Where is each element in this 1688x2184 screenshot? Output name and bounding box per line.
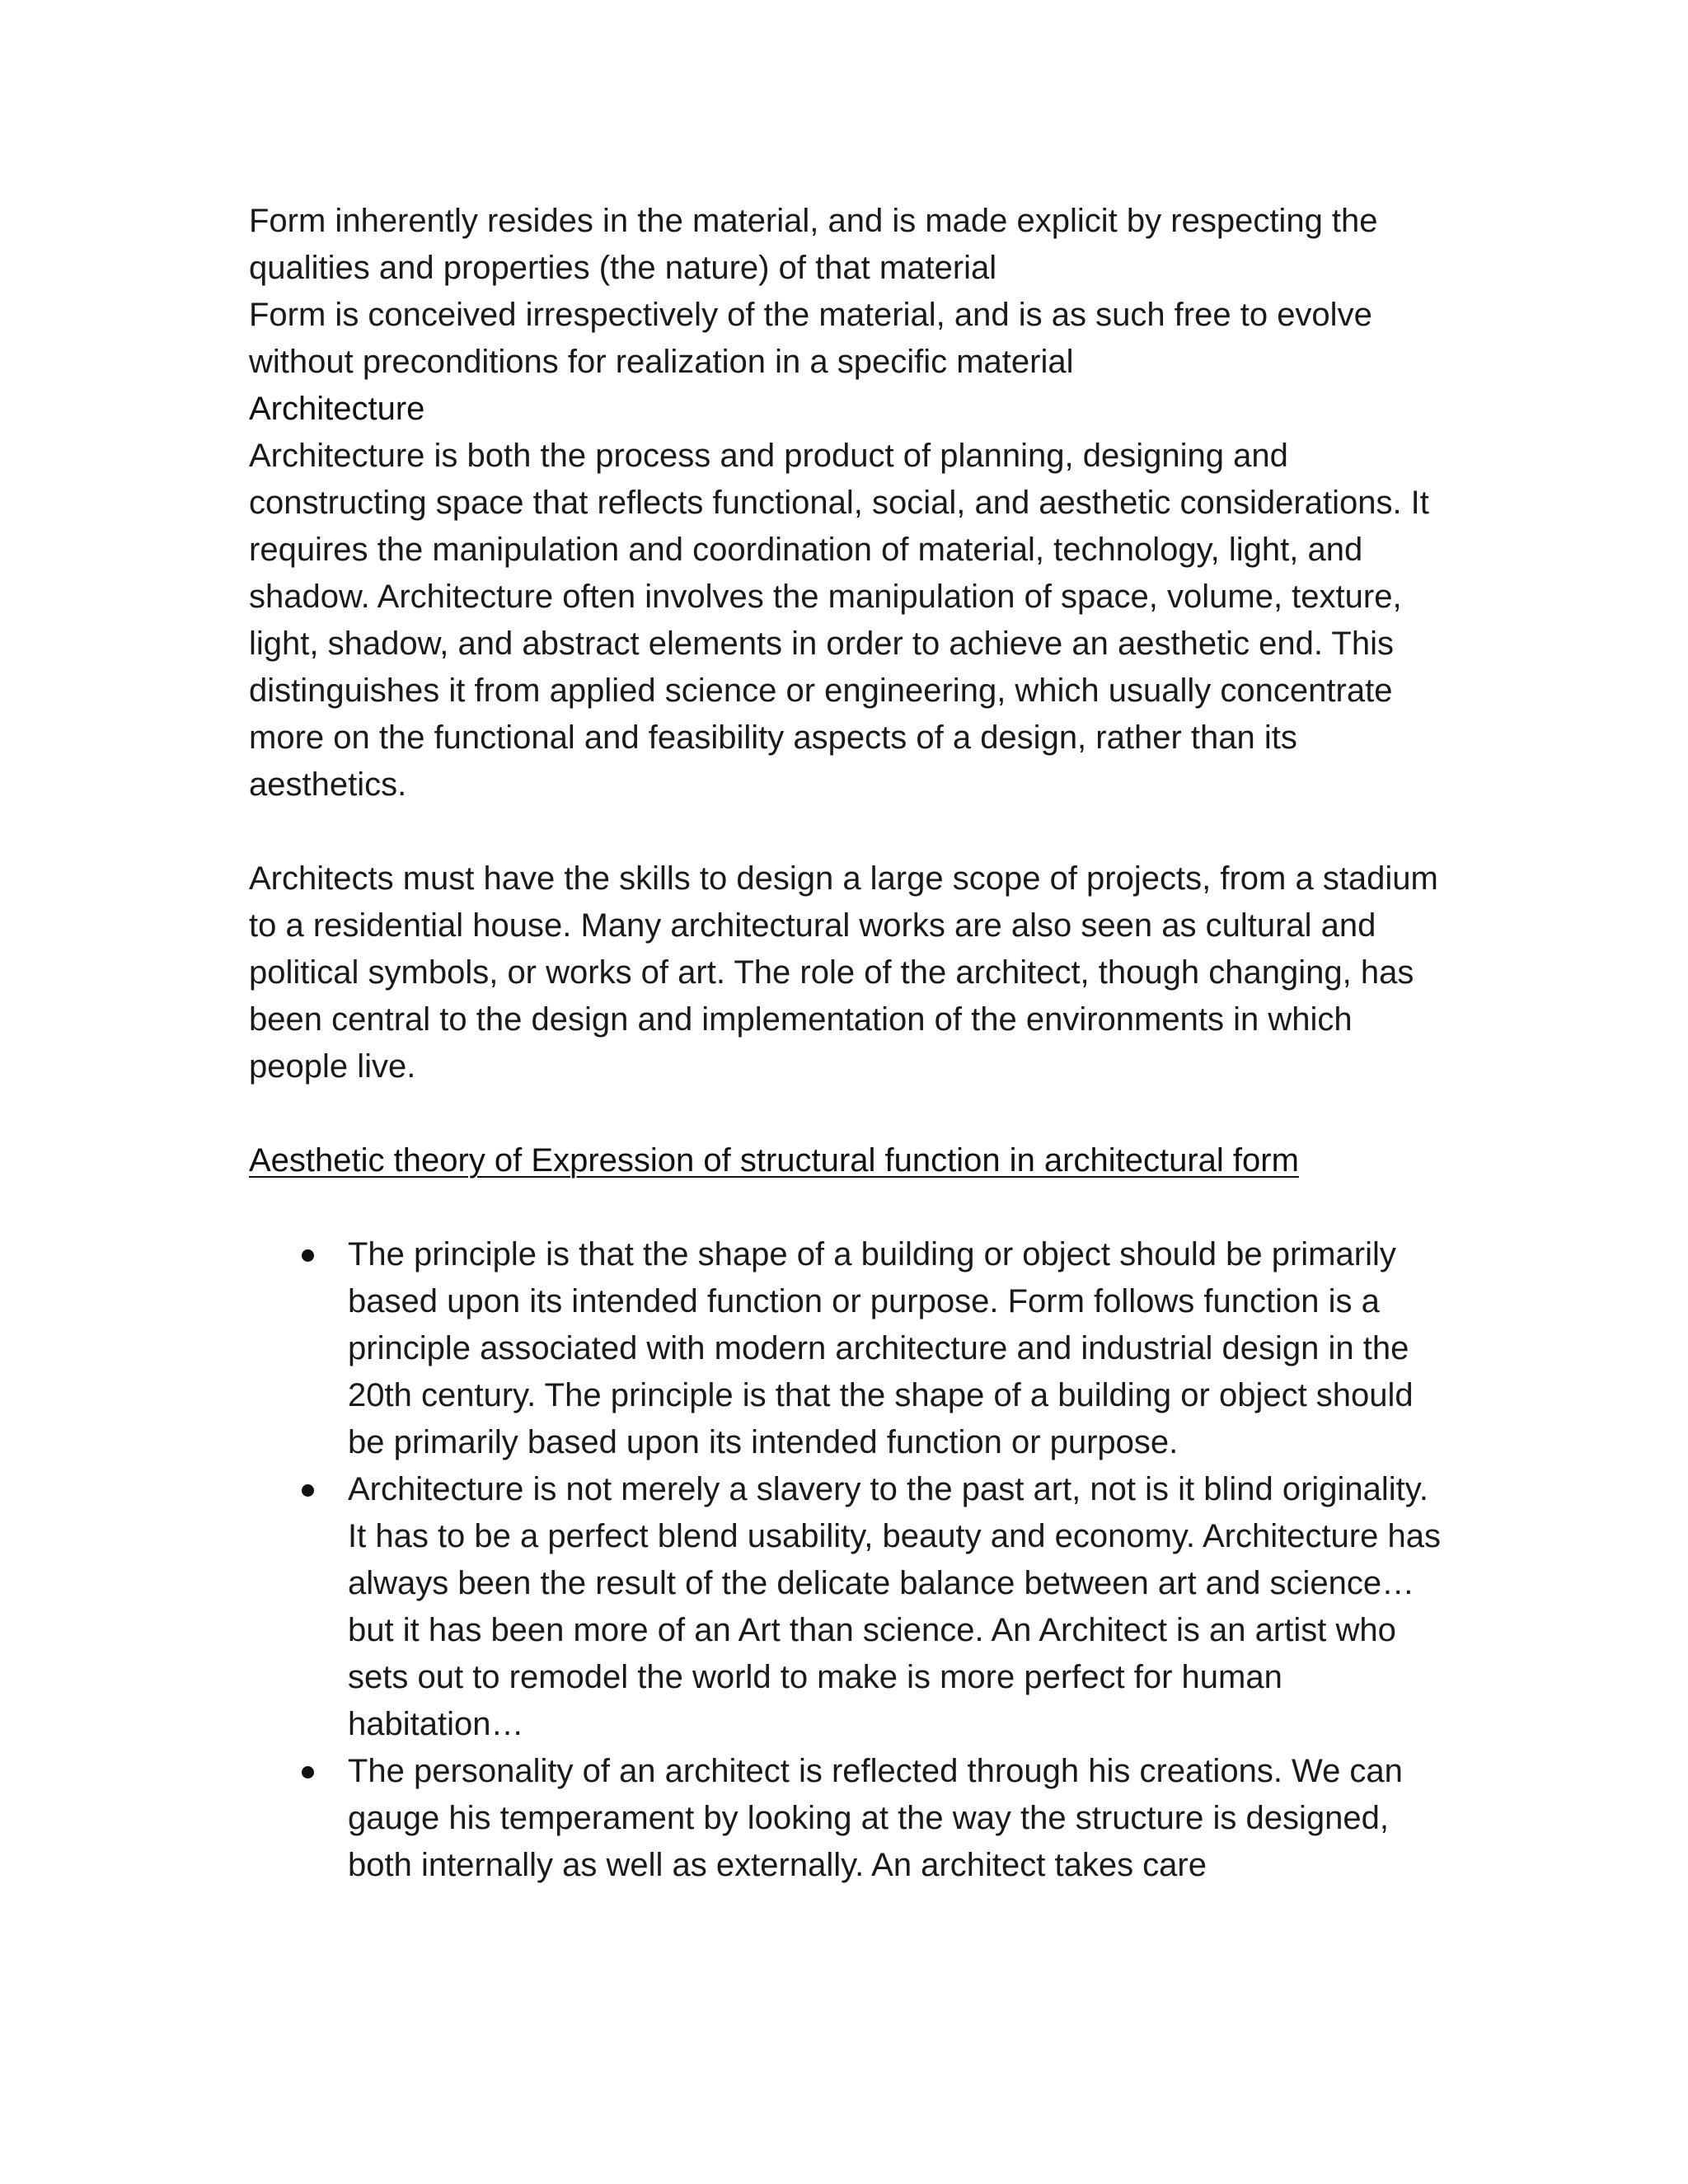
section-spacer: [249, 1090, 1452, 1137]
bullet-text-2: Architecture is not merely a slavery to the past art, not is it blind originality. It has to be a perfect blend usability, beauty and economy. Architecture has always been the result of the delicate balance between art and science… but it has been more of an Art than science. An Architect is an artist who sets out to remodel the world to make is more perfect for human habitation…: [348, 1471, 1441, 1742]
section-heading: Aesthetic theory of Expression of structural function in architectural form: [249, 1142, 1299, 1179]
bullet-dot-icon: [302, 1484, 314, 1497]
bullet-item-3: [249, 1748, 1452, 1889]
intro-line-1: Form inherently resides in the material, and is made explicit by respecting the qualities and properties (the nature) of that material: [249, 203, 1378, 286]
bullet-text-3: The personality of an architect is reflected through his creations. We can gauge his temperament by looking at the way the structure is designed, both internally as well as externally. An architect takes care: [348, 1753, 1403, 1883]
bullet-item-2: [249, 1466, 1452, 1748]
bullet-text-1: The principle is that the shape of a building or object should be primarily based upon its intended function or purpose. Form follows function is a principle associated with modern architecture and industrial design in the 20th century. The principle is that the shape of a building or object should be primarily based upon its intended function or purpose.: [348, 1236, 1414, 1460]
bullet-dot-icon: [302, 1249, 314, 1262]
list-spacer: [249, 1184, 1452, 1231]
document-body: [249, 198, 1452, 1889]
architecture-heading: Architecture: [249, 391, 425, 427]
paragraph-spacer: [249, 808, 1452, 855]
bullet-list: [249, 1231, 1452, 1889]
bullet-item-1: [249, 1231, 1452, 1466]
intro-line-2: Form is conceived irrespectively of the material, and is as such free to evolve without preconditions for realization in a specific material: [249, 297, 1372, 380]
bullet-dot-icon: [302, 1766, 314, 1779]
architecture-paragraph-1: Architecture is both the process and product of planning, designing and constructing space that reflects functional, social, and aesthetic considerations. It requires the manipulation and coordination of material, technology, light, and shadow. Architecture often involves the manipulation of space, volume, texture, light, shadow, and abstract elements in order to achieve an aesthetic end. This distinguishes it from applied science or engineering, which usually concentrate more on the functional and feasibility aspects of a design, rather than its aesthetics.: [249, 438, 1429, 803]
architecture-paragraph-2: Architects must have the skills to design a large scope of projects, from a stadium to a residential house. Many architectural works are also seen as cultural and political symbols, or works of art. The role of the architect, though changing, has been central to the design and implementation of the environments in which people live.: [249, 860, 1438, 1085]
